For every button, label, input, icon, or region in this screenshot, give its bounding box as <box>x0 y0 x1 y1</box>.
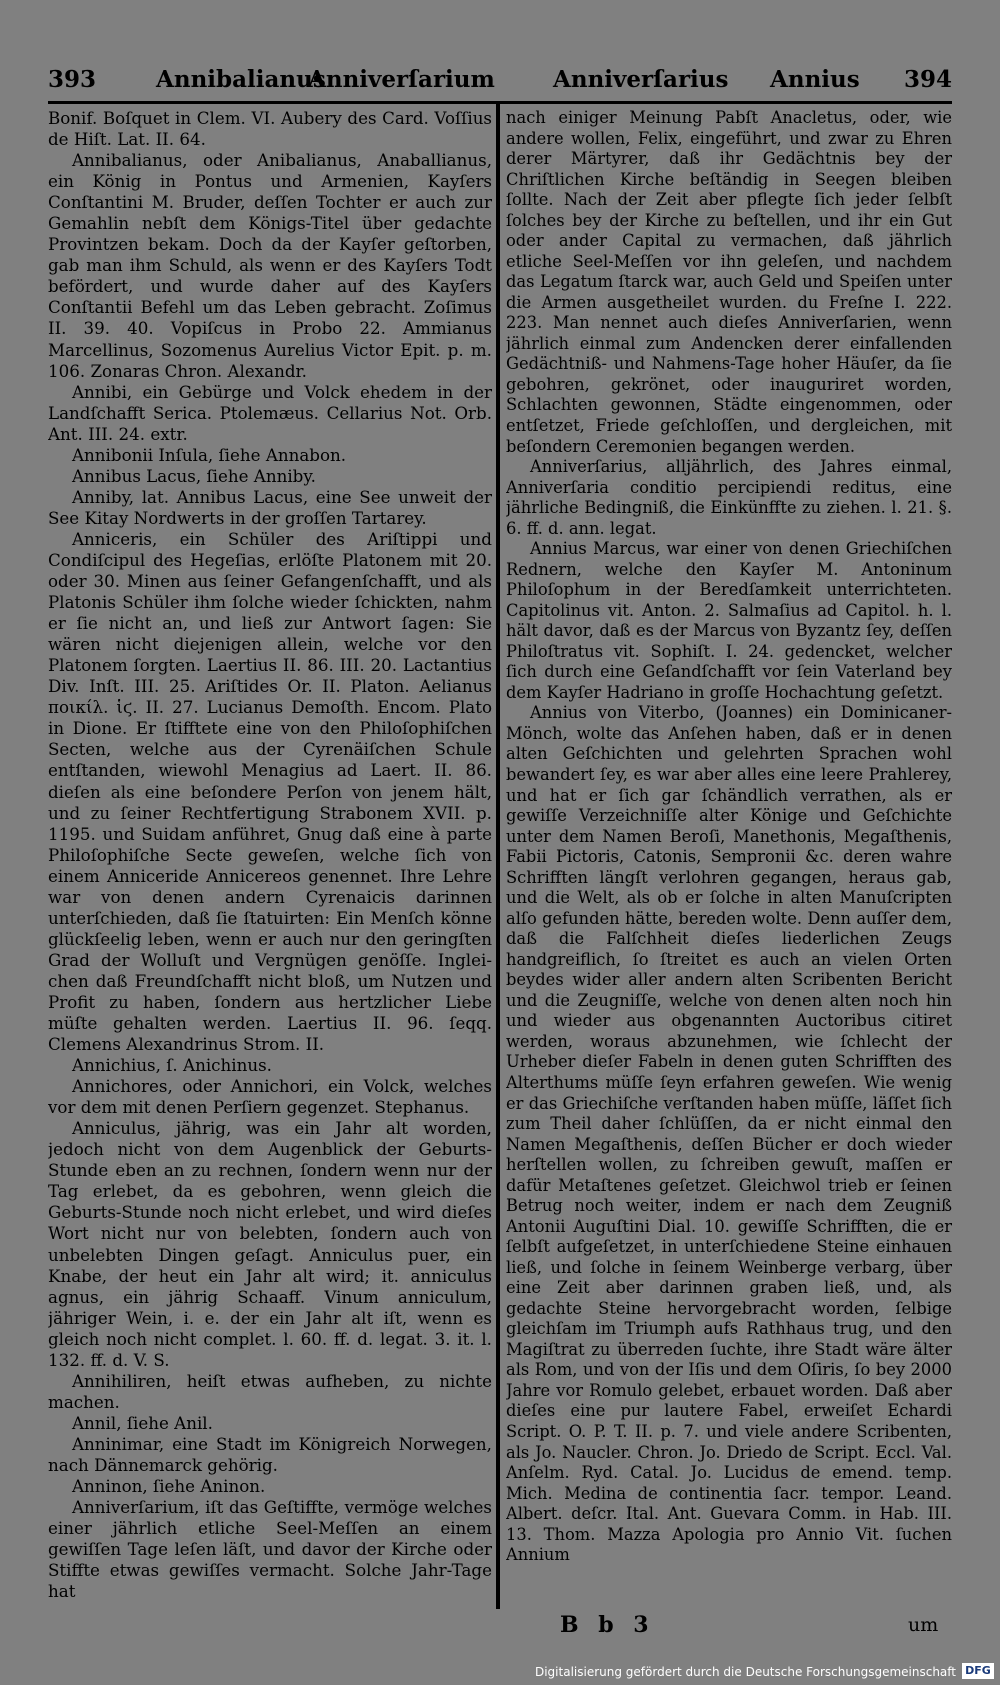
left-column-entry: Anninimar, eine Stadt im Königreich Norwegen, nach Dännemarck gehörig. <box>48 1433 492 1475</box>
header-rule <box>48 101 952 104</box>
digitization-credit-bar <box>0 1658 1000 1685</box>
left-catchword-1: Annibalianus <box>156 66 326 93</box>
signature-mark: B b 3 <box>560 1612 655 1638</box>
right-column-entry: Anniverſarius, alljährlich, des Jahres einmal, Anniverſaria conditio percipiendi reditus, eine jährliche Bedingniß, die Einkünffte zu ziehen. l. 21. §. 6. ff. d. ann. legat. <box>506 457 952 538</box>
page-header <box>48 66 952 100</box>
right-column-entry: Annius Marcus, war einer von denen Griechiſchen Rednern, welche den Kayſer M. Antoninum Philoſophum in der Beredſamkeit unterrichteten. Capitolinus vit. Anton. 2. Salmaſius ad Capitol. h. l. hält davor, daß es der Marcus von Byzantz ſey, deſſen Philoſtratus vit. Sophiſt. I. 24. gedencket, welcher ſich durch eine Geſandſchafft vor ſein Vaterland bey dem Kayſer Hadriano in groſſe Hochachtung geſetzt. <box>506 539 952 702</box>
left-column-entry: Annichius, ſ. Anichinus. <box>72 1055 272 1076</box>
left-column-entry: Annibalianus, oder Anibalianus, Anaballianus, ein König in Pontus und Armenien, Kayſers Conſtantini M. Bruder, deſſen Tochter er auch zur Gemahlin nebſt dem Königs-Titel über gedachte Provintzen bekam. Doch da der Kayſer geſtorben, gab man ihm Schuld, als wenn er des Kayſers Todt befördert, und wurde daher auf des Kayſers Conſtantii Befehl um das Leben gebracht. Zoſimus II. 39. 40. Vopiſcus in Probo 22. Ammianus Marcellinus, Sozomenus Aurelius Victor Epit. p. m. 106. Zonaras Chron. Alexandr. <box>48 150 492 381</box>
left-column <box>48 108 492 1606</box>
catchword: um <box>908 1614 939 1636</box>
digitization-credit: Digitalisierung gefördert durch die Deutsche Forschungsgemeinschaft <box>534 1665 956 1679</box>
right-column-entry: Annius von Viterbo, (Joannes) ein Dominicaner-Mönch, wolte das Anſehen haben, daß er in denen alten Geſchichten und gelehrten Sprachen wohl bewandert ſey, es war aber alles eine leere Prahlerey, und hat er ſich gar ſchändlich verrathen, als er gewiſſe Verzeichniſſe alter Könige und Geſchichte unter dem Namen Beroſi, Manethonis, Megaſthenis, Fabii Pictoris, Catonis, Sempronii &c. deren wahre Schrifften längſt verlohren gegangen, heraus gab, und die Welt, als ob er ſolche in alten Manuſcripten alſo gefunden hätte, bereden wolte. Denn auſſer dem, daß die Falſchheit dieſes liederlichen Zeugs handgreiflich, ſo ſtreitet es auch an vielen Orten beydes wider aller andern alten Scribenten Bericht und die Zeugniſſe, welche von denen alten noch hin und wieder aus obgenannten Auctoribus citiret werden, woraus abzunehmen, wie ſchlecht der Urheber dieſer Fabeln in denen guten Schrifften des Alterthums müſſe ſeyn erfahren geweſen. Wie wenig er das Griechiſche verſtanden haben müſſe, läſſet ſich zum Theil daher ſchlüſſen, da er nicht einmal den Namen Megaſthenis, deſſen Bücher er doch wieder herſtellen wollen, zu ſchreiben gewuſt, maſſen er dafür Metaſtenes geſetzet. Gleichwol trieb er ſeinen Betrug noch weiter, indem er nach dem Zeugniß Antonii Auguſtini Dial. 10. gewiſſe Schrifften, die er ſelbſt aufgeſetzet, in unterſchiedene Steine einhauen ließ, und ſolche in ſeinem Weinberge verbarg, über eine Zeit aber darinnen graben ließ, und, als gedachte Steine hervorgebracht worden, ſelbige gleichſam im Triumph aufs Rathhaus trug, und den Magiſtrat zu überreden ſuchte, ihre Stadt wäre älter als Rom, und von der Iſis und dem Oſiris, ſo bey 2000 Jahre vor Romulo gelebet, erbauet worden. Daß aber dieſes eine pur lautere Fabel, erweiſet Echardi Script. O. P. T. II. p. 7. und viele andere Scribenten, als Jo. Naucler. Chron. Jo. Driedo de Script. Eccl. Val. Anſelm. Ryd. Catal. Jo. Lucidus de emend. temp. Mich. Medina de continentia ſacr. tempor. Leand. Albert. deſcr. Ital. Ant. Guevara Comm. in Hab. III. 13. Thom. Mazza Apologia pro Annio Vit. ſuchen Annium <box>506 703 952 1565</box>
left-column-entry: Annibonii Inſula, ſiehe Annabon. <box>72 444 347 465</box>
left-column-entry: Anniby, lat. Annibus Lacus, eine See unweit der See Kitay Nordwerts in der groſſen Tartarey. <box>48 486 492 528</box>
left-column-entry: Annihiliren, heiſt etwas aufheben, zu nichte machen. <box>48 1370 492 1412</box>
right-catchword-1: Anniverſarius <box>553 66 729 93</box>
column-divider <box>496 104 500 1609</box>
right-column-entry: nach einiger Meinung Pabſt Anacletus, oder, wie andere wollen, Felix, eingeführt, und zwar zu Ehren derer Märtyrer, daß ihr Gedächtnis bey der Chriſtlichen Kirche beſtändig in Seegen bleiben ſollte. Nach der Zeit aber pflegte ſich jeder ſelbſt ſolches bey der Kirche zu beſtellen, und ihr ein Gut oder ander Capital zu vermachen, daß jährlich etliche Seel-Meſſen vor ihn geleſen, und nachdem das Legatum ſtarck war, auch Geld und Speiſen unter die Armen ausgetheilet wurden. du Freſne I. 222. 223. Man nennet auch dieſes Anniverſarien, wenn jährlich einmal zum Andencken derer einfallenden Gedächtniß- und Nahmens-Tage hoher Häuſer, da ſie gebohren, gekrönet, oder inauguriret worden, Schlachten gewonnen, Städte eingenommen, oder entſetzet, Friede geſchloſſen, und dergleichen, mit beſondern Ceremonien begangen werden. <box>506 108 952 456</box>
left-column-entry: Anniverſarium, iſt das Geſtiffte, vermöge welches einer jährlich etliche Seel-Meſſen an einem gewiſſen Tage leſen läſt, und davor der Kirche oder Stiffte etwas gewiſſes vermacht. Solche Jahr-Tage hat <box>48 1497 492 1602</box>
left-column-entry: Annichores, oder Annichori, ein Volck, welches vor dem mit denen Perſiern gegenzet. Stephanus. <box>48 1076 492 1118</box>
left-column-entry: Anniculus, jährig, was ein Jahr alt worden, jedoch nicht von dem Augenblick der Geburts-Stunde eben an zu rechnen, ſondern wenn nur der Tag erlebet, da es gebohren, wenn gleich die Geburts-Stunde noch nicht erlebet, und wird dieſes Wort nicht nur von belebten, ſondern auch von unbelebten Dingen geſagt. Anniculus puer, ein Knabe, der heut ein Jahr alt wird; it. anniculus agnus, ein jährig Schaaff. Vinum anniculum, jähriger Wein, i. e. der ein Jahr alt iſt, wenn es gleich noch nicht complet. l. 60. ff. d. legat. 3. it. l. 132. ff. d. V. S. <box>48 1118 492 1370</box>
left-column-entry: Annibus Lacus, ſiehe Anniby. <box>72 465 316 486</box>
right-column <box>506 108 952 1606</box>
dfg-logo: DFG <box>962 1663 994 1679</box>
left-column-entry: Anniceris, ein Schüler des Ariſtippi und Condiſcipul des Hegeſias, erlöſte Platonem mit 20. oder 30. Minen aus ſeiner Gefangenſchafft, und als Platonis Schüler ihm ſolche wieder ſchickten, nahm er ſie nicht an, und ließ zur Antwort ſagen: Sie wären nicht diejenigen allein, welche vor den Platonem ſorgten. Laertius II. 86. III. 20. Lactantius Div. Inſt. III. 25. Ariſtides Or. II. Platon. Aelianus ποικίλ. ἱϛ. II. 27. Lucianus Demoſth. Encom. Plato in Dione. Er ſtifftete eine von den Philoſophiſchen Secten, welche aus der Cyrenäiſchen Schule entſtanden, wiewohl Menagius ad Laert. II. 86. dieſen als eine beſondere Perſon von jenem hält, und zu ſeiner Rechtfertigung Strabonem XVII. p. 1195. und Suidam anführet, Gnug daß eine à parte Philoſophiſche Secte geweſen, welche ſich von einem Anniceride Annicereos genennet. Ihre Lehre war von denen andern Cyrenaicis darinnen unterſchieden, daß ſie ſtatuirten: Ein Menſch könne glückſeelig leben, wenn er auch nur den geringſten Grad der Wolluſt und Vergnügen genöſſe. Ingleichen daß Freundſchafft nicht bloß, um Nutzen und Profit zu haben, ſondern aus hertzlicher Liebe müſte gehalten werden. Laertius II. 96. ſeqq. Clemens Alexandrinus Strom. II. <box>48 528 492 1055</box>
left-column-entry: Annibi, ein Gebürge und Volck ehedem in der Landſchafft Serica. Ptolemæus. Cellarius Not. Orb. Ant. III. 24. extr. <box>48 381 492 444</box>
right-catchword-2: Annius <box>770 66 860 93</box>
left-column-entry: Anninon, ſiehe Aninon. <box>72 1476 266 1497</box>
left-column-entry: Annil, ſiehe Anil. <box>72 1412 213 1433</box>
left-catchword-2: Anniverſarium <box>308 66 495 93</box>
right-page-number: 394 <box>903 66 952 93</box>
left-page-number: 393 <box>48 66 97 93</box>
left-column-entry: Bonif. Boſquet in Clem. VI. Aubery des Card. Voſſius de Hiſt. Lat. II. 64. <box>48 108 492 150</box>
